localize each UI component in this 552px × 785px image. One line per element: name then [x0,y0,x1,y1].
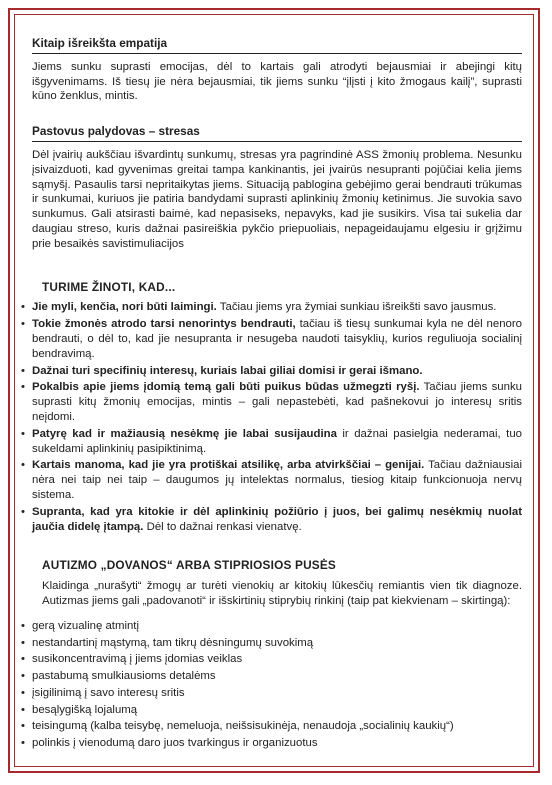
fact-text: Tačiau dažniausiai nėra nei taip nei taip – daugumos jų intelektas normalus, tiesiog kitaip funkcionuoja nervų sistema. [32,459,522,501]
section-text-empathy: Jiems sunku suprasti emocijas, dėl to kartais gali atrodyti bejausmiai ir abejingi kitų išgyvenimams. Iš tiesų jie nėra bejausmiai, tik jiems sunku “įlįsti į kito žmogaus kailį”, suprasti kūno ženklus, mintis. [32,60,522,103]
facts-list [32,300,522,534]
list-item: • pastabumą smulkiausioms detalėms [32,669,522,684]
strengths-list [32,619,522,751]
list-item [32,427,522,457]
document-content [32,36,522,753]
list-item: • teisingumą (kalba teisybę, nemeluoja, neišsisukinėja, nenaudoja „socialinių kaukių“) [32,719,522,734]
fact-text: Dėl to dažnai renkasi vienatvę. [143,520,302,533]
section-text-stress: Dėl įvairių aukščiau išvardintų sunkumų, stresas yra pagrindinė ASS žmonių problema. Nesunku įsivaizduoti, kad gyvenimas greitai tampa kankinantis, jei įvairūs nesupranti pojūčiai kelia jiems sąmyšį. Pasaulis tarsi nepritaikytas jiems. Situaciją pablogina gebėjimo gerai bendrauti trūkumas ir sunkumai, kuriuos jie patiria bandydami suprasti aplinkinių žmonių ketinimus. Jie suvokia savo sunkumus. Gali atsirasti baimė, kad nepasiseks, nepavyks, kad jie susikirs. Visa tai sukelia dar daugiau streso, kuris dažnai pasireiškia pykčio priepuoliais, nepageidaujamu elgesiu ir grįžimu prie besaikės savistimuliacijos [32,148,522,250]
list-item: • besąlygišką lojalumą [32,703,522,718]
list-item [32,300,522,315]
fact-text: ir dažnai pasielgia nederamai, tuo sukeldami aplinkinių pasipiktinimą. [32,427,522,455]
section-heading-stress: Pastovus palydovas – stresas [32,124,522,142]
fact-bold: Pokalbis apie jiems įdomią temą gali būti puikus būdas užmegzti ryšį. [32,381,420,394]
list-item: • polinkis į vienodumą daro juos tvarkingus ir organizuotus [32,736,522,751]
fact-bold: Kartais manoma, kad jie yra protiškai atsilikę, arba atvirkščiai – genijai. [32,459,425,472]
list-item [32,505,522,535]
strengths-intro: Klaidinga „nurašyti“ žmogų ar turėti vienokių ar kitokių lūkesčių remiantis vien tik diagnoze. Autizmas jiems gali „padovanoti“ ir išskirtinių stiprybių rinkinį (taip pat kiekvienam – skirtingą): [42,580,522,607]
fact-text: tačiau iš tiesų sunkumai kyla ne dėl nenoro bendrauti, o dėl to, kad jie nesupranta ir nesugeba naudoti taisyklių, kurios reguliuoja socialinį bendravimą. [32,318,523,360]
fact-bold: Patyrę kad ir mažiausią nesėkmę jie labai susijaudina [32,427,337,440]
fact-bold: Jie myli, kenčia, nori būti laimingi. [32,301,217,314]
section-heading-empathy: Kitaip išreikšta empatija [32,36,522,54]
fact-text: Tačiau jiems sunku suprasti kitų žmonių emocijas, mintis – gali nepastebėti, kad pašnekovui jo interesų sritis neįdomi. [32,381,522,423]
fact-bold: Supranta, kad yra kitokie ir dėl aplinkinių požiūrio į juos, bei galimų nesėkmių nuolat jaučia didelę įtampą. [32,505,522,533]
list-item: • nestandartinį mąstymą, tam tikrų dėsningumų suvokimą [32,636,522,651]
list-item: • susikoncentravimą į jiems įdomias veiklas [32,652,522,667]
strengths-title: AUTIZMO „DOVANOS“ ARBA STIPRIOSIOS PUSĖS [42,558,336,573]
fact-bold: Tokie žmonės atrodo tarsi nenorintys bendrauti, [32,318,296,331]
fact-bold: Dažnai turi specifinių interesų, kuriais labai giliai domisi ir gerai išmano. [32,364,423,377]
list-item: • įsigilinimą į savo interesų sritis [32,686,522,701]
list-item: • gerą vizualinę atmintį [32,619,522,634]
facts-title: TURIME ŽINOTI, KAD... [42,279,176,294]
list-item [32,380,522,424]
list-item [32,458,522,502]
fact-text: Tačiau jiems yra žymiai sunkiau išreikšti savo jausmus. [216,301,497,314]
list-item [32,364,522,379]
list-item [32,317,522,361]
